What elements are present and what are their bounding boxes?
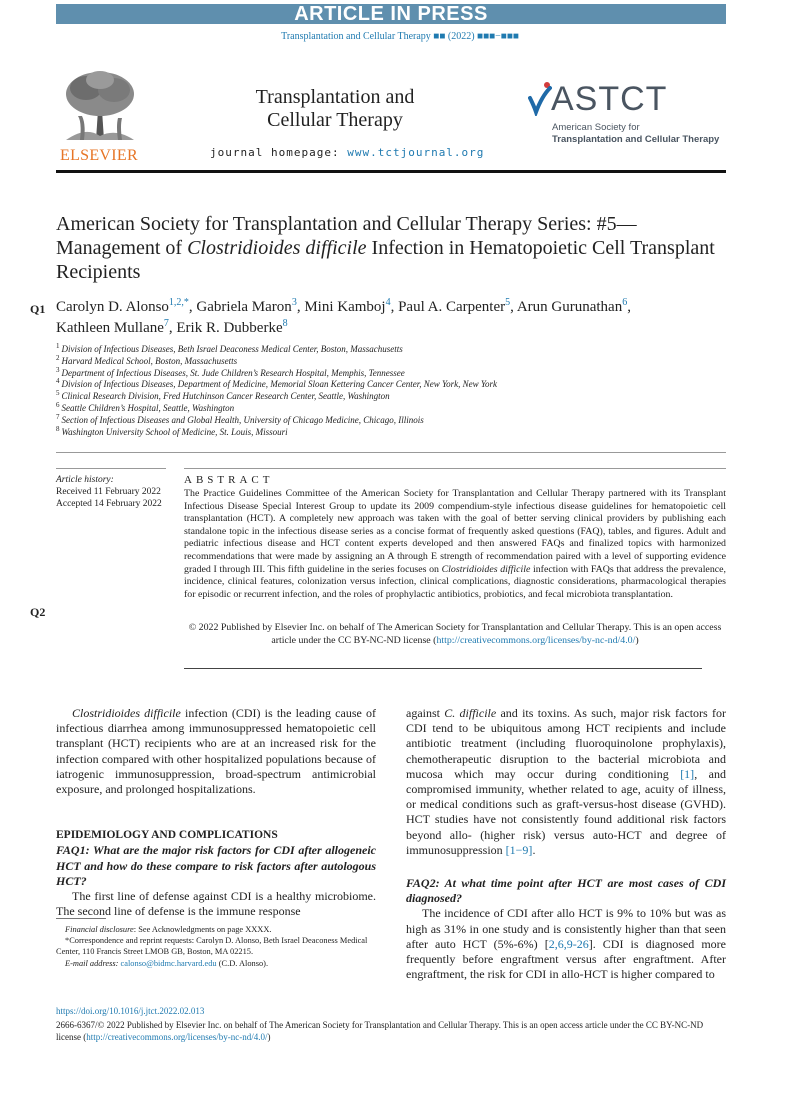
running-head[interactable]: Transplantation and Cellular Therapy ■■ (2022) ■■■−■■■ [281,31,519,42]
query-marker-q2: Q2 [30,605,46,619]
article-in-press-banner: ARTICLE IN PRESS [56,4,726,24]
citation-link[interactable]: [1−9] [505,842,533,857]
affiliation-item: $^7$ Section of Infectious Diseases and Global Health, University of Chicago Medicine, Chicago, Illinois [56,412,424,425]
elsevier-wordmark: ELSEVIER [60,147,138,164]
email-link[interactable]: calonso@bidmc.harvard.edu [120,958,217,968]
body-paragraph: The first line of defense against CDI is a healthy microbiome. The second line of defense is the immune response [56,889,376,919]
article-history: Article history: Received 11 February 2022 Accepted 14 February 2022 [56,475,162,509]
faq-heading: FAQ1: What are the major risk factors for CDI after allogeneic HCT and how do these compare to risk factors after autologous HCT? [56,843,376,888]
astct-check-icon [528,82,552,116]
query-marker-q1: Q1 [30,302,46,316]
body-column-left [56,706,376,919]
footnote-divider [56,918,106,919]
doi-link[interactable]: https://doi.org/10.1016/j.jtct.2022.02.013 [56,1006,205,1016]
issn-statement: 2666-6367/© 2022 Published by Elsevier Inc. on behalf of The American Society for Transplantation and Cellular Therapy. This is an open access article under the CC BY-NC-ND license (http://creativecommons.org/licenses/by-nc-nd/4.0/) [56,1020,704,1042]
footnotes: Financial disclosure: See Acknowledgments on page XXXX. *Correspondence and reprint requests: Carolyn D. Alonso, Beth Israel Deaconess Medical Center, 110 Francis Street LMOB GB, Boston, MA 02215. E-mail address: calonso@bidmc.harvard.edu (C.D. Alonso). [56,925,368,968]
journal-header [56,66,726,170]
affiliation-item: $^8$ Washington University School of Medicine, St. Louis, Missouri [56,424,288,437]
citation-link[interactable]: [1] [680,766,695,781]
journal-homepage-link[interactable]: www.tctjournal.org [347,146,485,159]
body-paragraph: Clostridioides difficile infection (CDI) is the leading cause of infectious diarrhea among immunosuppressed hematopoietic cell transplant (HCT) recipients who are at an increased risk for the infection compared with other hospitalized populations because of iatrogenic immunosuppression, broad-spectrum antimicrobial exposure, and prolonged hospitalizations. [56,706,376,797]
divider [184,468,726,469]
body-paragraph: The incidence of CDI after allo HCT is 9% to 10% but was as high as 31% in one study and is consistently higher than that seen after auto HCT (5%-6%) [2,6,9-26]. CDI is diagnosed more frequently before engraftment versus after engraftment. After engraftment, the risk for CDI in allo-HCT is higher compared to [406,906,726,982]
affiliation-item: $^1$ Division of Infectious Diseases, Beth Israel Deaconess Medical Center, Boston, Massachusetts [56,342,403,354]
affiliation-item: $^2$ Harvard Medical School, Boston, Massachusetts [56,353,238,366]
citation-link[interactable]: 2,6,9-26 [548,936,589,951]
article-title: American Society for Transplantation and Cellular Therapy Series: #5—Management of Clostridioides difficile Infection in Hematopoietic Cell Transplant Recipients [56,213,715,283]
license-link[interactable]: http://creativecommons.org/licenses/by-nc-nd/4.0/ [86,1032,268,1042]
divider [56,452,726,453]
license-link[interactable]: http://creativecommons.org/licenses/by-nc-nd/4.0/ [436,634,636,646]
journal-title: Transplantation and Cellular Therapy [255,86,415,131]
faq-heading: FAQ2: At what time point after HCT are most cases of CDI diagnosed? [406,876,726,906]
author-list: Carolyn D. Alonso$^{1,2,*}$, Gabriela Maron$^3$, Mini Kamboj$^4$, Paul A. Carpenter$^5$, Arun Gurunathan$^6$, Kathleen Mullane$^7$, Erik R. Dubberke$^8$ [56,297,631,336]
journal-homepage: journal homepage: www.tctjournal.org [210,146,485,159]
divider [184,668,702,669]
affiliation-item: $^5$ Clinical Research Division, Fred Hutchinson Cancer Research Center, Seattle, Washington [56,389,390,402]
affiliations [56,344,726,438]
astct-logo: ASTCT American Society for Transplantation and Cellular Therapy [528,80,728,160]
affiliation-item: $^4$ Division of Infectious Diseases, Department of Medicine, Memorial Sloan Kettering Cancer Center, New York, New York [56,377,498,390]
abstract-heading: ABSTRACT [184,474,274,486]
abstract-text: The Practice Guidelines Committee of the American Society for Transplantation and Cellular Therapy partnered with its Transplant Infectious Disease Special Interest Group to update its 2009 compendium-style infectious disease guidelines for hematopoietic cell transplantation (HCT). A completely new approach was taken with the goal of better serving clinical providers by publishing each standalone topic in the infectious disease series as a concise format of frequently asked questions (FAQ), tables, and figures. Adult and pediatric infectious disease and HCT content experts developed and then answered FAQs and finalized topics with harmonized recommendations that were made by assigning an A through E strength of recommendation paired with a level of supporting evidence graded I through III. This fifth guideline in the series focuses on Clostridioides difficile infection with FAQs that address the prevalence, incidence, clinical features, colonization versus infection, clinical complications, diagnostic considerations, pharmacological therapies for episodic or recurrent infection, and the roles of prophylactic antibiotics, probiotics, and fecal microbiota transplantation. [184,488,726,600]
affiliation-item: $^6$ Seattle Children’s Hospital, Seattle, Washington [56,400,235,413]
section-heading: EPIDEMIOLOGY AND COMPLICATIONS [56,829,278,842]
body-paragraph: against C. difficile and its toxins. As such, major risk factors for CDI tend to be ubiquitous among HCT recipients and include antibiotic treatment (including fluoroquinolone prophylaxis), chemotherapeutic disruption to the bacterial microbiota and mucosa which may occur during conditioning [1], and compromised immunity, whether related to age, acuity of illness, or medical conditions such as graft-versus-host disease (GVHD). HCT studies have not consistently found additional risk factors beyond allo- (higher risk) versus auto-HCT and degree of immunosuppression [1−9]. [406,706,726,857]
header-rule [56,170,726,173]
body-column-right [406,706,726,982]
abstract-copyright: © 2022 Published by Elsevier Inc. on behalf of The American Society for Transplantation and Cellular Therapy. This is an open access article under the CC BY-NC-ND license (http://creativecommons.org/licenses/by-nc-nd/4.0/) [188,622,722,646]
divider [56,468,166,469]
affiliation-item: $^3$ Department of Infectious Diseases, St. Jude Children’s Research Hospital, Memphis, Tennessee [56,365,405,378]
